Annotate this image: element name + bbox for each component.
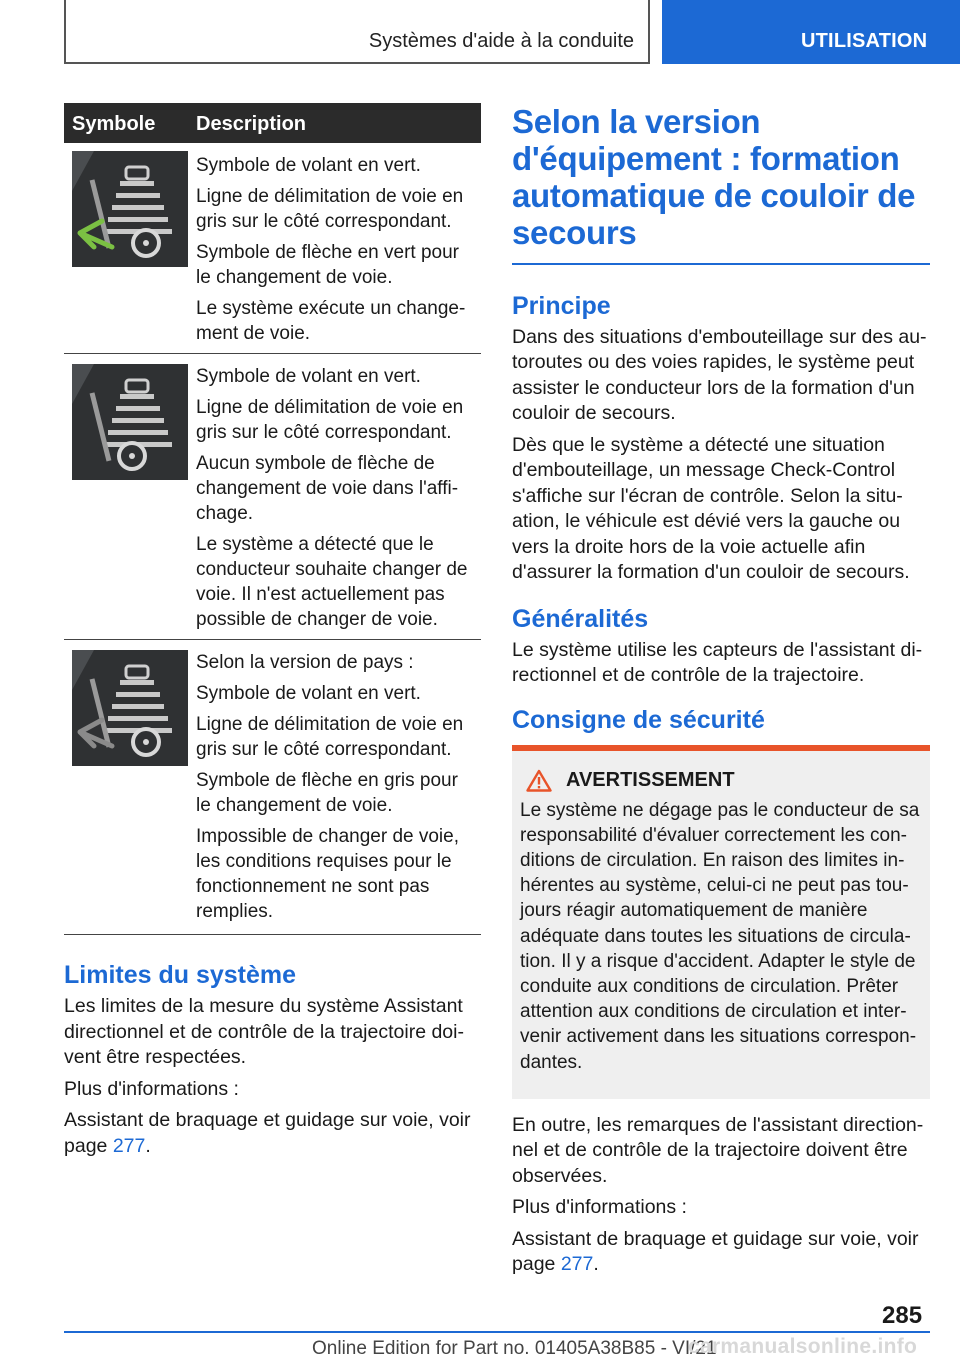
limits-more-info: Plus d'informations :	[64, 1077, 239, 1100]
header-chapter-label: UTILISATION	[801, 30, 928, 52]
header-chapter-tab[interactable]	[662, 0, 960, 64]
limits-paragraph: Les limites de la mesure du système Assistant directionnel et de contrôle de la trajectoire doi-vent être respectées.	[64, 995, 464, 1068]
warning-body	[520, 798, 922, 1075]
general-body	[512, 638, 930, 689]
warning-triangle-icon	[526, 769, 552, 792]
after-warning-paragraph: En outre, les remarques de l'assistant direction-nel et de contrôle de la trajectoire doivent être observées.	[512, 1113, 924, 1187]
section-title: Selon la version d'équipement : formation automatique de couloir de secours	[512, 103, 916, 251]
after-warning-reference-text: Assistant de braquage et guidage sur voie, voir page	[512, 1227, 919, 1276]
warning-title	[526, 769, 922, 792]
after-warning-reference-end: .	[593, 1253, 599, 1276]
limits-heading: Limites du système	[64, 961, 297, 989]
lane-change-assist-gray-arrow-icon	[72, 650, 188, 766]
footer-divider	[64, 1331, 930, 1333]
header-section-title: Systèmes d'aide à la conduite	[368, 30, 634, 52]
row-text: Impossible de changer de voie, les conditions requises pour le fonctionnement ne sont pas remplies.	[196, 826, 459, 922]
row-text: Ligne de délimitation de voie en gris sur le côté correspondant.	[196, 186, 464, 232]
lane-change-assist-no-arrow-icon	[72, 364, 188, 480]
warning-box	[512, 745, 930, 1099]
general-paragraph: Le système utilise les capteurs de l'assistant di-rectionnel et de contrôle de la trajectoire.	[512, 638, 923, 686]
row-text: Symbole de volant en vert.	[196, 366, 421, 387]
principe-paragraph: Dans des situations d'embouteillage sur des au-toroutes ou des voies rapides, le système peut assister le conducteur lors de la formation d'un couloir de secours.	[512, 325, 927, 424]
row-text: Symbole de flèche en gris pour le changement de voie.	[196, 770, 458, 816]
table-header	[64, 103, 481, 143]
right-column	[512, 103, 930, 1284]
table-row	[64, 640, 481, 935]
limits-reference	[64, 1108, 474, 1159]
row-text: Ligne de délimitation de voie en gris sur le côté correspondant.	[196, 397, 464, 443]
principe-heading: Principe	[512, 291, 611, 320]
row-text: Selon la version de pays :	[196, 652, 414, 673]
after-warning-more-info: Plus d'informations :	[512, 1196, 687, 1219]
limits-body	[64, 994, 474, 1159]
after-warning-reference	[512, 1227, 930, 1278]
lane-change-assist-arrow-icon	[72, 151, 188, 267]
row-text: Symbole de flèche en vert pour le changement de voie.	[196, 242, 459, 288]
row-text: Symbole de volant en vert.	[196, 683, 421, 704]
table-header-description: Description	[196, 113, 307, 135]
symbol-table	[64, 103, 481, 935]
principe-paragraph: Dès que le système a détecté une situation d'embouteillage, un message Check-Control s'affiche sur l'écran de contrôle. Selon la situ-ation, le véhicule est dévié vers la gauche ou vers la droite hors de la voie actuelle afin d'assurer la formation d'un couloir de secours.	[512, 433, 910, 583]
after-warning-body	[512, 1113, 930, 1278]
limits-reference-end: .	[145, 1134, 151, 1157]
row-text: Le système exécute un change-ment de voie.	[196, 298, 466, 344]
principe-body	[512, 325, 930, 586]
row-description	[196, 354, 481, 632]
watermark: carmanualsonline.info	[688, 1335, 918, 1358]
title-divider	[512, 263, 930, 265]
table-row	[64, 143, 481, 354]
limits-section	[64, 960, 474, 1165]
warning-text: Le système ne dégage pas le conducteur de sa responsabilité d'évaluer correctement les con-ditions de circulation. En raison des limites in-hérentes au système, celui-ci ne peut pas tou-jours réagir automatiquement de manière adéquate dans toutes les situations de circula-tion. Il y a risque d'accident. Adapter le style de conduite aux conditions de circulation. Prêter attention aux conditions de circulation et inter-venir activement dans les situations correspon-dantes.	[520, 799, 920, 1073]
header-section-box	[64, 0, 650, 64]
general-heading: Généralités	[512, 604, 649, 633]
page-link[interactable]: 277	[112, 1134, 146, 1157]
table-header-symbol: Symbole	[72, 113, 156, 135]
row-description	[196, 640, 481, 924]
limits-reference-text: Assistant de braquage et guidage sur voie, voir page	[64, 1109, 471, 1157]
row-text: Le système a détecté que le conducteur souhaite changer de voie. Il n'est actuellement pas possible de changer de voie.	[196, 534, 468, 630]
safety-heading: Consigne de sécurité	[512, 705, 765, 734]
row-description	[196, 143, 481, 346]
table-row	[64, 354, 481, 640]
row-text: Symbole de volant en vert.	[196, 155, 421, 176]
page-number: 285	[882, 1302, 923, 1329]
footer-edition: Online Edition for Part no. 01405A38B85 - VI/21	[312, 1338, 717, 1359]
row-text: Aucun symbole de flèche de changement de voie dans l'affi-chage.	[196, 453, 459, 524]
row-text: Ligne de délimitation de voie en gris sur le côté correspondant.	[196, 714, 464, 760]
warning-label: AVERTISSEMENT	[566, 768, 735, 791]
page-link[interactable]: 277	[560, 1253, 594, 1276]
